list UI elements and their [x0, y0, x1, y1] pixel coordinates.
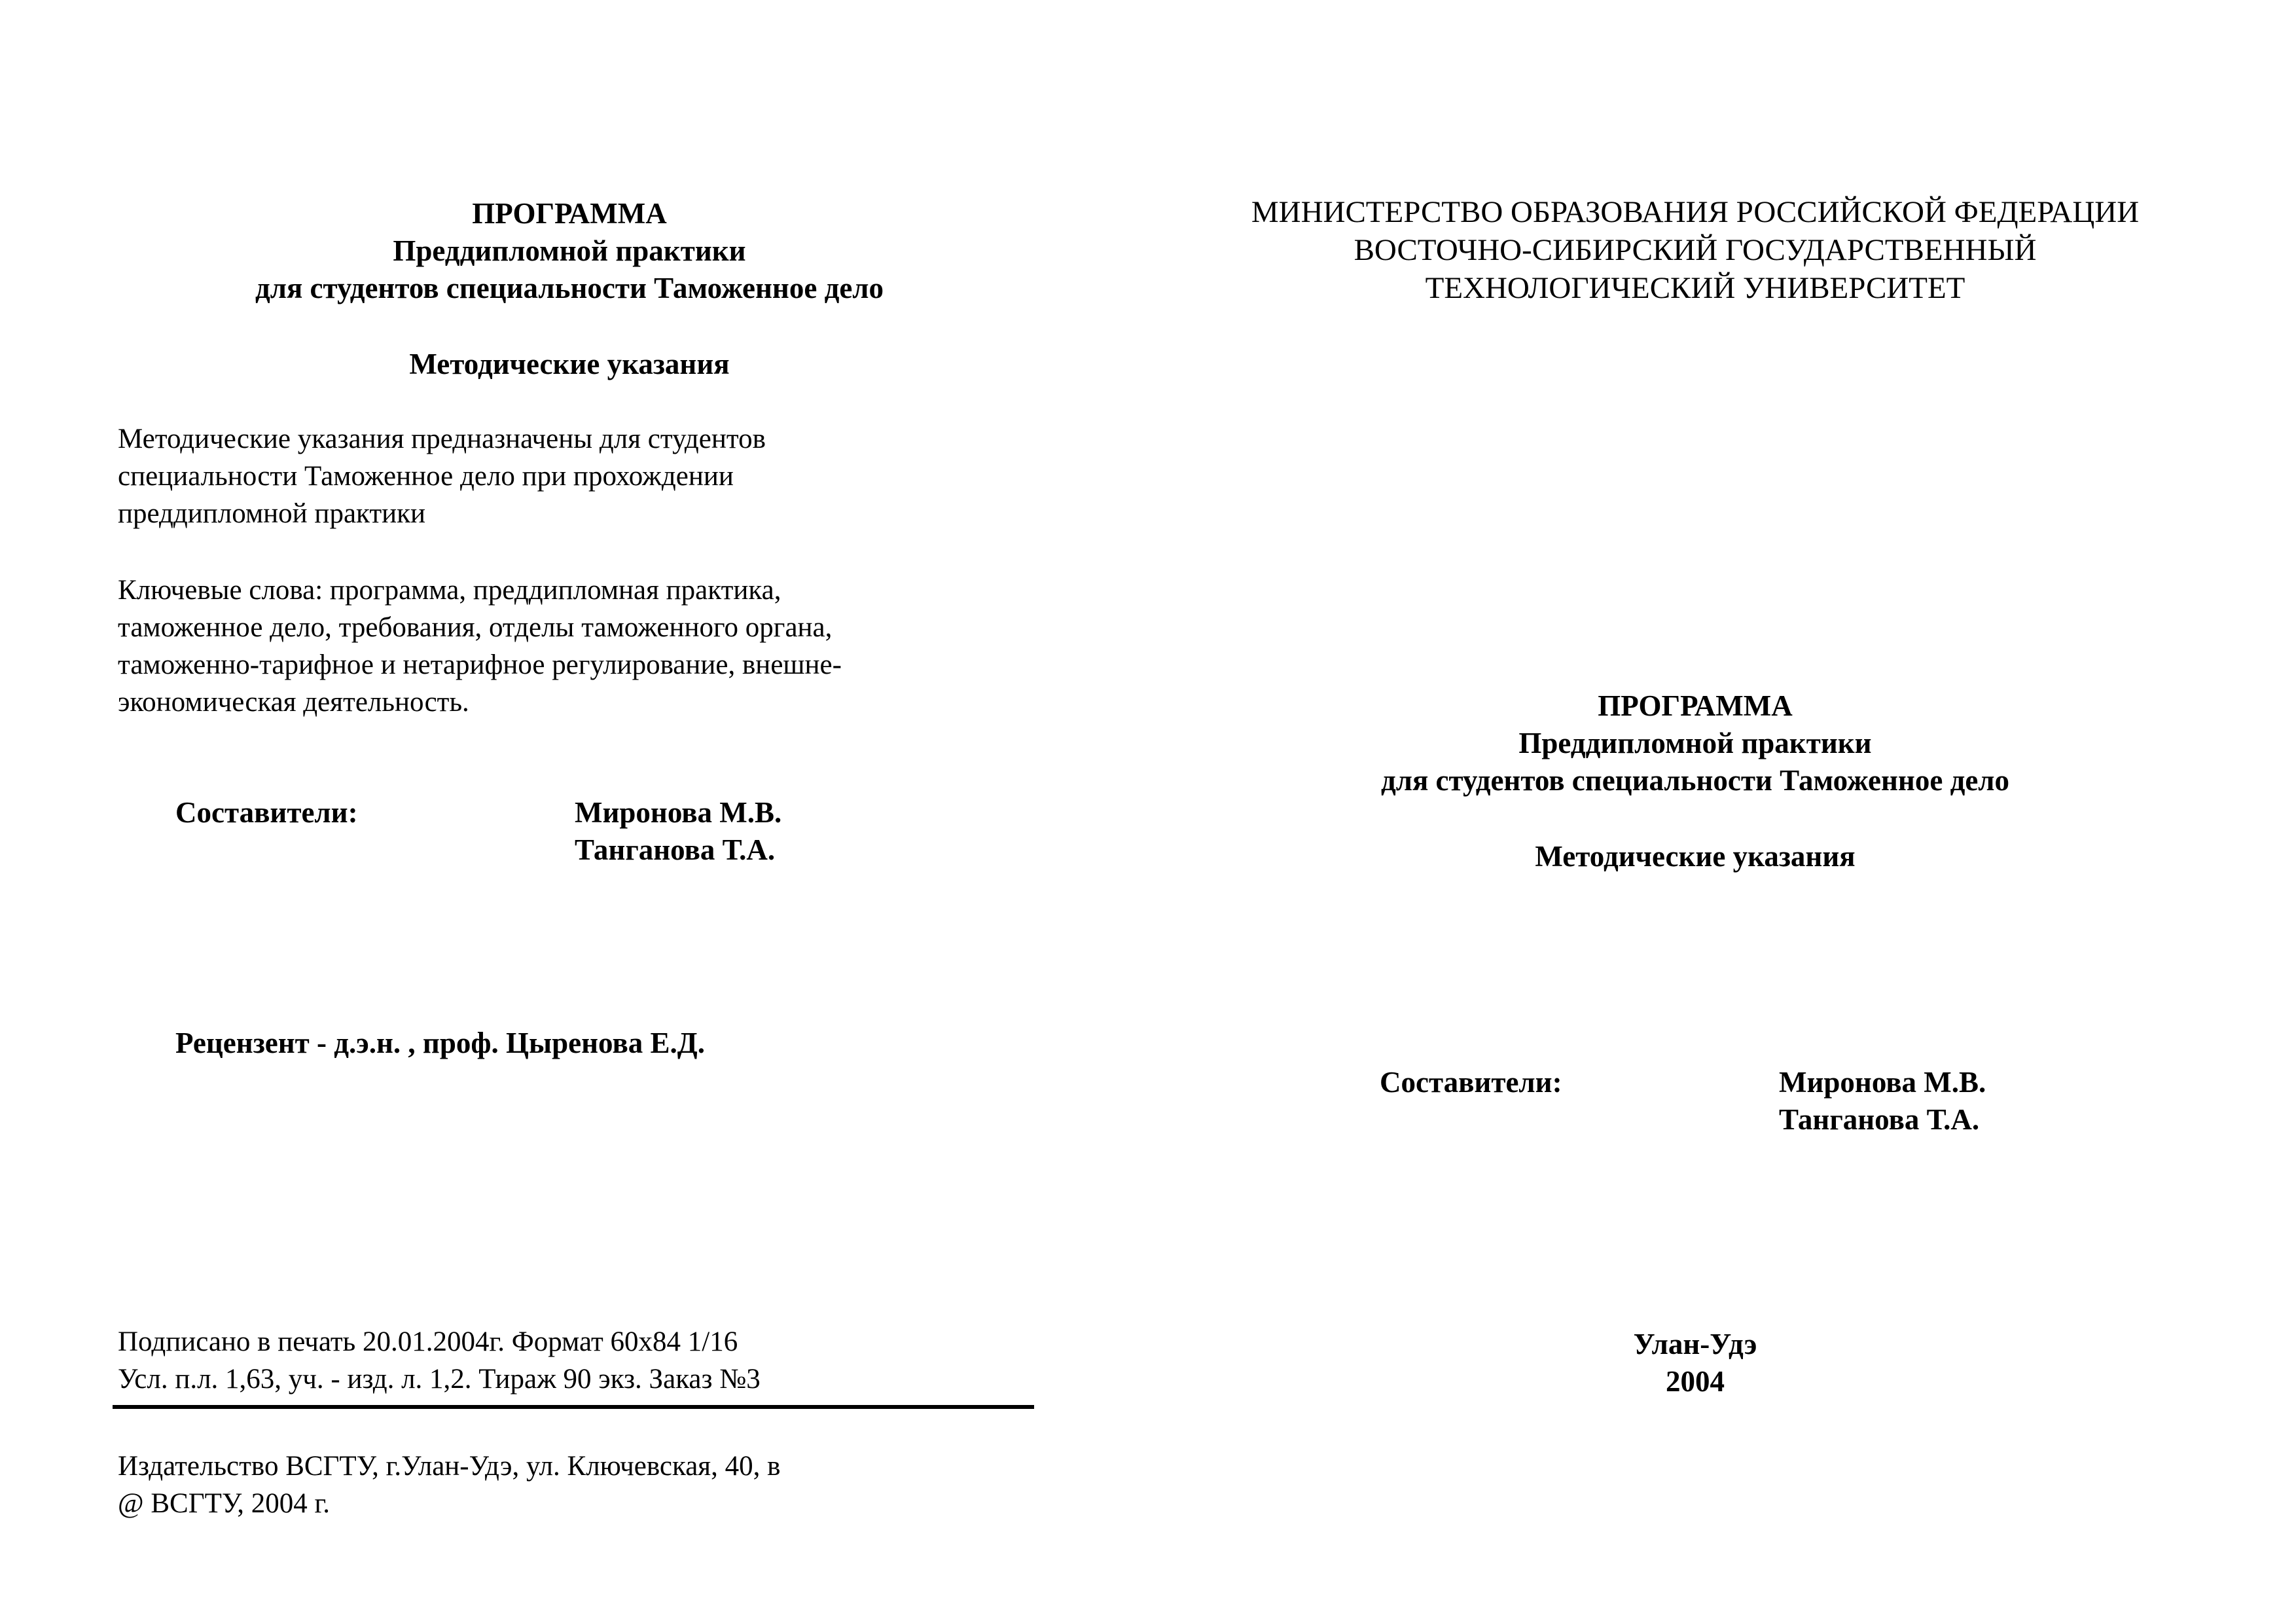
left-description-line: специальности Таможенное дело при прохождении — [118, 461, 734, 492]
left-authors — [575, 794, 781, 869]
left-reviewer: Рецензент - д.э.н. , проф. Цыренова Е.Д. — [175, 1027, 705, 1059]
right-ministry-line: ТЕХНОЛОГИЧЕСКИЙ УНИВЕРСИТЕТ — [1425, 271, 1965, 305]
left-publisher-line: @ ВСГТУ, 2004 г. — [118, 1488, 331, 1519]
left-description — [118, 420, 766, 532]
right-title-block — [1172, 687, 2219, 799]
right-author-name: Миронова М.В. — [1779, 1066, 1986, 1099]
left-author-name: Танганова Т.А. — [575, 833, 776, 866]
left-title-block — [111, 195, 1028, 307]
left-divider-rule — [113, 1405, 1034, 1409]
right-authors — [1779, 1064, 1986, 1139]
left-print-info — [118, 1323, 761, 1398]
right-ministry-line: ВОСТОЧНО-СИБИРСКИЙ ГОСУДАРСТВЕННЫЙ — [1354, 233, 2037, 267]
left-publisher-line: Издательство ВСГТУ, г.Улан-Удэ, ул. Ключевская, 40, в — [118, 1451, 781, 1482]
left-keywords-line: таможенное дело, требования, отделы таможенного органа, — [118, 612, 833, 643]
right-city: Улан-Удэ — [1633, 1328, 1757, 1360]
right-author-name: Танганова Т.А. — [1779, 1103, 1980, 1136]
right-title-program: ПРОГРАММА — [1598, 689, 1793, 722]
right-title-practice: Преддипломной практики — [1518, 727, 1872, 759]
right-ministry-header — [1165, 193, 2225, 307]
right-year: 2004 — [1666, 1365, 1725, 1398]
left-keywords — [118, 572, 842, 721]
right-subtitle: Методические указания — [1535, 840, 1856, 873]
left-publisher-info — [118, 1448, 780, 1522]
left-print-line: Усл. п.л. 1,63, уч. - изд. л. 1,2. Тираж 90 экз. Заказ №3 — [118, 1364, 761, 1395]
left-keywords-line: таможенно-тарифное и нетарифное регулирование, внешне- — [118, 649, 842, 680]
right-imprint — [1597, 1326, 1793, 1400]
left-title-specialty: для студентов специальности Таможенное дело — [255, 272, 884, 304]
left-authors-label: Составители: — [175, 796, 358, 829]
left-subtitle: Методические указания — [409, 348, 730, 380]
left-keywords-line: экономическая деятельность. — [118, 687, 469, 718]
left-print-line: Подписано в печать 20.01.2004г. Формат 60х84 1/16 — [118, 1326, 738, 1357]
left-title-practice: Преддипломной практики — [393, 234, 746, 267]
left-title-program: ПРОГРАММА — [472, 197, 667, 230]
right-title-specialty: для студентов специальности Таможенное дело — [1380, 764, 2010, 797]
right-ministry-line: МИНИСТЕРСТВО ОБРАЗОВАНИЯ РОССИЙСКОЙ ФЕДЕРАЦИИ — [1251, 195, 2140, 229]
left-keywords-line: Ключевые слова: программа, преддипломная практика, — [118, 575, 781, 606]
left-author-name: Миронова М.В. — [575, 796, 782, 829]
left-description-line: Методические указания предназначены для студентов — [118, 424, 766, 454]
left-description-line: преддипломной практики — [118, 498, 426, 529]
right-authors-label: Составители: — [1380, 1066, 1562, 1099]
